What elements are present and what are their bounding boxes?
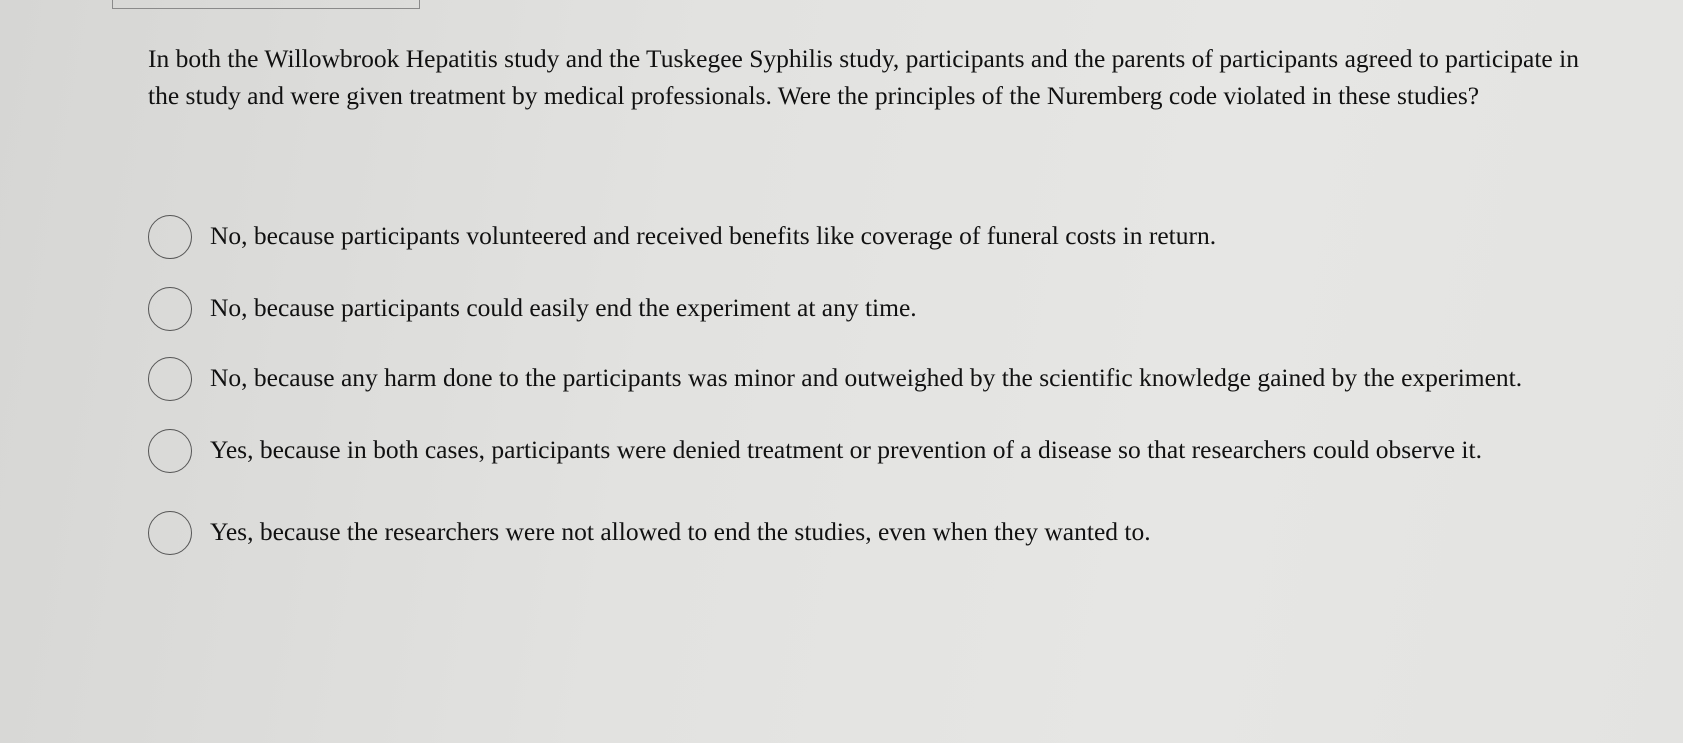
radio-button-icon[interactable] <box>148 429 192 473</box>
answer-option-5[interactable] <box>148 508 1608 556</box>
answer-options <box>148 212 1608 556</box>
radio-button-icon[interactable] <box>148 287 192 331</box>
radio-button-icon[interactable] <box>148 215 192 259</box>
answer-option-label: No, because any harm done to the participants was minor and outweighed by the scientific knowledge gained by the experiment. <box>210 363 1523 392</box>
answer-option-label: Yes, because the researchers were not allowed to end the studies, even when they wanted to. <box>210 517 1151 546</box>
answer-option-3[interactable] <box>148 354 1608 402</box>
answer-option-label: No, because participants could easily end the experiment at any time. <box>210 293 917 322</box>
answer-option-2[interactable] <box>148 284 1608 332</box>
question-text: In both the Willowbrook Hepatitis study and the Tuskegee Syphilis study, participants and the parents of participants agreed to participate in the study and were given treatment by medical professionals. Were the principles of the Nuremberg code violated in these studies? <box>148 44 1579 110</box>
answer-option-1[interactable] <box>148 212 1608 260</box>
radio-button-icon[interactable] <box>148 511 192 555</box>
answer-option-label: Yes, because in both cases, participants were denied treatment or prevention of a disease so that researchers could observe it. <box>210 435 1482 464</box>
radio-button-icon[interactable] <box>148 357 192 401</box>
answer-option-4[interactable] <box>148 426 1608 474</box>
top-divider <box>112 0 420 9</box>
answer-option-label: No, because participants volunteered and received benefits like coverage of funeral costs in return. <box>210 221 1217 250</box>
